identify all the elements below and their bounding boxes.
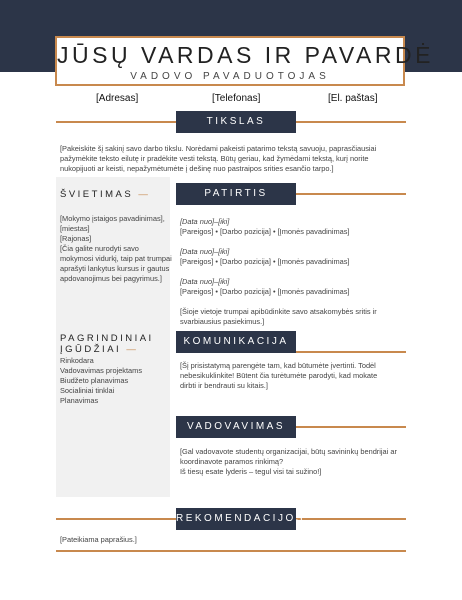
objective-text[interactable]: [Pakeiskite šį sakinį savo darbo tikslu. Norėdami pakeisti patarimo tekstą savuoju, paprasčiausiai pažymėkite teksto eilutę ir pradėkite vesti tekstą. Būtų geriau, kad žymėdami tekstą, kurį norite nukopijuoti ar keisti, nepažymėtumėte į dešinę nuo pastraipos srities esančio tarpo.] (60, 144, 377, 173)
skills-heading (60, 333, 154, 355)
skills-dash: — (126, 344, 139, 355)
skill-item: Rinkodara (60, 356, 94, 365)
footer-rule (56, 550, 406, 552)
skill-item: Biudžeto planavimas (60, 376, 129, 385)
leadership-heading: VADOVAVIMAS (176, 416, 296, 438)
skill-item: Vadovavimas projektams (60, 366, 143, 375)
phone-field[interactable]: [Telefonas] (212, 93, 261, 104)
job-details: [Pareigos] • [Darbo pozicija] • [Įmonės pavadinimas] (180, 257, 350, 266)
communication-text[interactable]: [Šį prisistatymą parengėte tam, kad būtumėte įvertinti. Todėl nebesikuklinkite! Būtent čia turėtumėte parodyti, kad mokate dirbti ir bendrauti su kitais.] (180, 361, 378, 390)
job-details: [Pareigos] • [Darbo pozicija] • [Įmonės pavadinimas] (180, 227, 350, 236)
education-heading (60, 189, 150, 200)
job-details: [Pareigos] • [Darbo pozicija] • [Įmonės pavadinimas] (180, 287, 350, 296)
education-text[interactable] (60, 214, 172, 284)
full-name[interactable]: JŪSŲ VARDAS IR PAVARDĖ (57, 42, 434, 68)
skills-title-line2: ĮGŪDŽIAI (60, 344, 122, 355)
leadership-line-2: Iš tiesų esate lyderis – tegul visi tai sužino!] (180, 467, 322, 476)
education-details: [Čia galite nurodyti savo mokymosi vidurkį, taip pat trumpai aprašyti lankytus kursus ir gautus apdovanojimus bei pagyrimus.] (60, 244, 172, 283)
references-heading: REKOMENDACIJOS (176, 508, 296, 530)
name-box (55, 36, 434, 86)
job-dates: [Data nuo]–[iki] (180, 247, 230, 256)
education-dash: — (138, 189, 151, 200)
objective-heading: TIKSLAS (176, 111, 296, 133)
skill-item: Socialiniai tinklai (60, 386, 115, 395)
education-school: [Mokymo įstaigos pavadinimas], (60, 214, 165, 223)
skills-list[interactable] (60, 356, 172, 406)
skills-title-line1: PAGRINDINIAI (60, 333, 154, 344)
education-district: [Rajonas] (60, 234, 92, 243)
skill-item: Planavimas (60, 396, 99, 405)
job-dates: [Data nuo]–[iki] (180, 277, 230, 286)
communication-heading: KOMUNIKACIJA (176, 331, 296, 353)
job-title[interactable]: VADOVO PAVADUOTOJAS (130, 71, 330, 82)
job-dates: [Data nuo]–[iki] (180, 217, 230, 226)
experience-heading: PATIRTIS (176, 183, 296, 205)
leadership-line-1: [Gal vadovavote studentų organizacijai, būtų savininkų bendrijai ar koordinavote paramos rinkimą? (180, 447, 397, 466)
address-field[interactable]: [Adresas] (96, 93, 139, 104)
leadership-text[interactable] (180, 447, 405, 477)
experience-summary: [Šioje vietoje trumpai apibūdinkite savo atsakomybės sritis ir svarbiausius pasiekimus.] (180, 307, 377, 326)
education-city: [miestas] (60, 224, 90, 233)
experience-text[interactable] (180, 217, 405, 327)
email-field[interactable]: [El. paštas] (328, 93, 378, 104)
references-text[interactable]: [Pateikiama paprašius.] (60, 535, 137, 544)
education-title: ŠVIETIMAS (60, 189, 134, 200)
